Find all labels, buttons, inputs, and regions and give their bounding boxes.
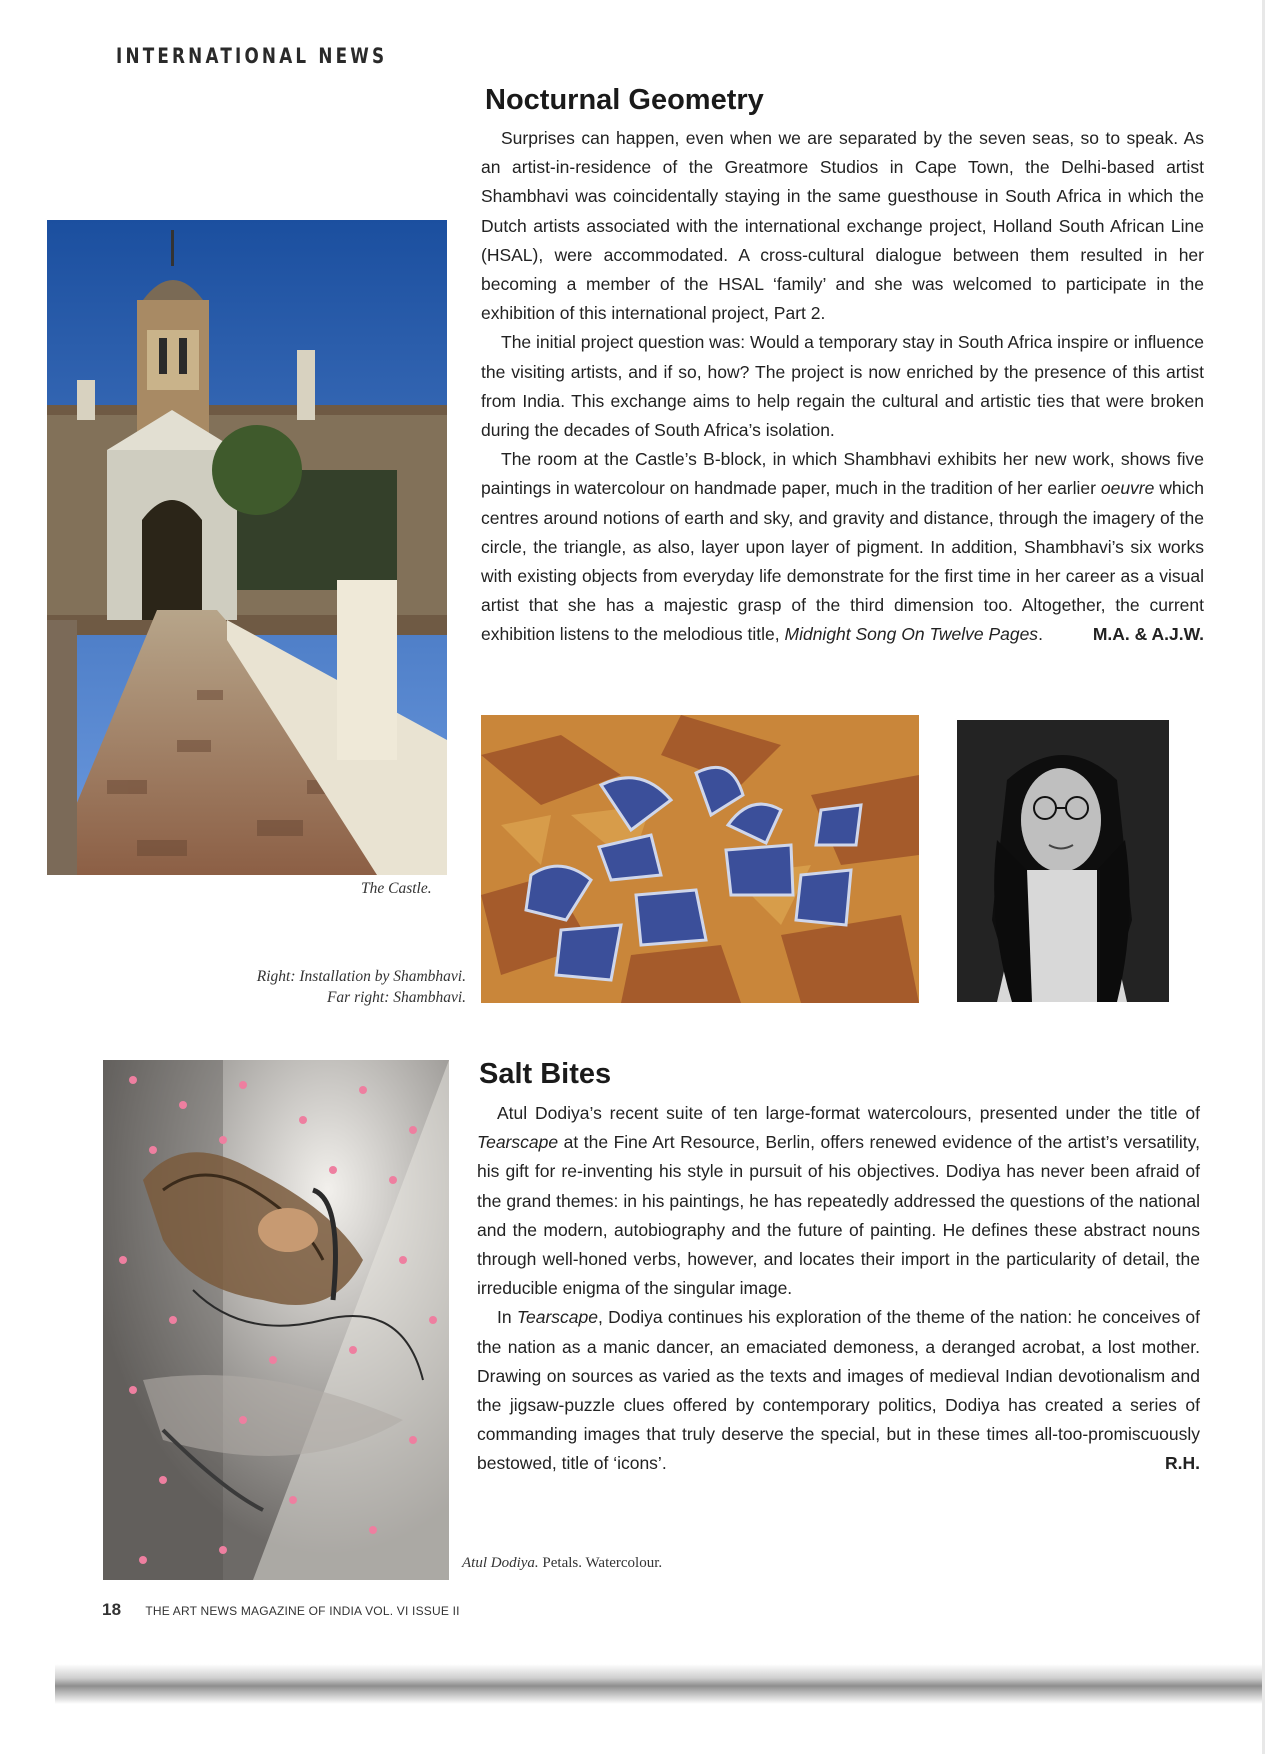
caption-the-castle: The Castle.	[361, 880, 432, 897]
signature: R.H.	[1165, 1453, 1200, 1474]
photo-portrait-shambhavi	[957, 720, 1169, 1002]
paragraph: In Tearscape, Dodiya continues his exploration of the theme of the nation: he conceives of the nation as a manic dancer, an emaciated demoness, a deranged acrobat, a lost mother. Drawing on sources as varied as the texts and images of medieval Indian devotionalism and the jigsaw-puzzle clues offered by contemporary politics, Dodiya has created a series of commanding images that truly deserve the special, but in these times all-too-promiscuously bestowed, title of ‘icons’. R.H.	[477, 1303, 1200, 1478]
paragraph: The room at the Castle’s B-block, in which Shambhavi exhibits her new work, shows five paintings in watercolour on handmade paper, much in the tradition of her earlier oeuvre which centres around notions of earth and sky, and gravity and distance, through the imagery of the circle, the triangle, as also, layer upon layer of pigment. In addition, Shambhavi’s six works with existing objects from everyday life demonstrate for the first time in her career as a visual artist that she has a majestic grasp of the third dimension too. Altogether, the current exhibition listens to the melodious title, Midnight Song On Twelve Pages. M.A. & A.J.W.	[481, 445, 1204, 649]
photo-installation	[481, 715, 919, 1003]
scan-page-edge	[1262, 0, 1265, 1754]
paragraph: The initial project question was: Would a temporary stay in South Africa inspire or influence the visiting artists, and if so, how? The project is now enriched by the presence of this artist from India. This exchange aims to help regain the cultural and artistic ties that were broken during the decades of South Africa’s isolation.	[481, 332, 1204, 441]
page-footer	[102, 1600, 460, 1620]
article-title-nocturnal-geometry: Nocturnal Geometry	[485, 84, 764, 116]
paragraph: Atul Dodiya’s recent suite of ten large-format watercolours, presented under the title of Tearscape at the Fine Art Resource, Berlin, offers renewed evidence of the artist’s versatility, his gift for re-inventing his style in pursuit of his objectives. Dodiya has never been afraid of the grand themes: in his paintings, he has repeatedly addressed the questions of the national and the modern, autobiography and the future of painting. He defines these abstract nouns through well-honed verbs, however, and locates their import in the particularity of detail, the irreducible enigma of the singular image.	[477, 1103, 1200, 1299]
page-number: 18	[102, 1600, 122, 1619]
caption-petals: Atul Dodiya. Petals. Watercolour.	[462, 1555, 663, 1571]
article-title-salt-bites: Salt Bites	[479, 1058, 612, 1090]
section-label: INTERNATIONAL NEWS	[116, 44, 388, 68]
signature: M.A. & A.J.W.	[1092, 624, 1204, 645]
article-body-nocturnal-geometry	[481, 124, 1204, 650]
article-body-salt-bites	[477, 1099, 1200, 1479]
caption-installation: Right: Installation by Shambhavi. Far right: Shambhavi.	[256, 968, 466, 1006]
paragraph: Surprises can happen, even when we are separated by the seven seas, so to speak. As an artist-in-residence of the Greatmore Studios in Cape Town, the Delhi-based artist Shambhavi was coincidentally staying in the same guesthouse in South Africa in which the Dutch artists associated with the international exchange project, Holland South African Line (HSAL), were accommodated. A cross-cultural dialogue between them resulted in her becoming a member of the HSAL ‘family’ and she was welcomed to participate in the exhibition of this international project, Part 2.	[481, 128, 1204, 324]
photo-the-castle	[47, 220, 447, 875]
publication-name: THE ART NEWS MAGAZINE OF INDIA VOL. VI ISSUE II	[145, 1604, 460, 1618]
photo-petals-watercolour	[103, 1060, 449, 1580]
scan-binding-edge	[55, 1664, 1265, 1704]
